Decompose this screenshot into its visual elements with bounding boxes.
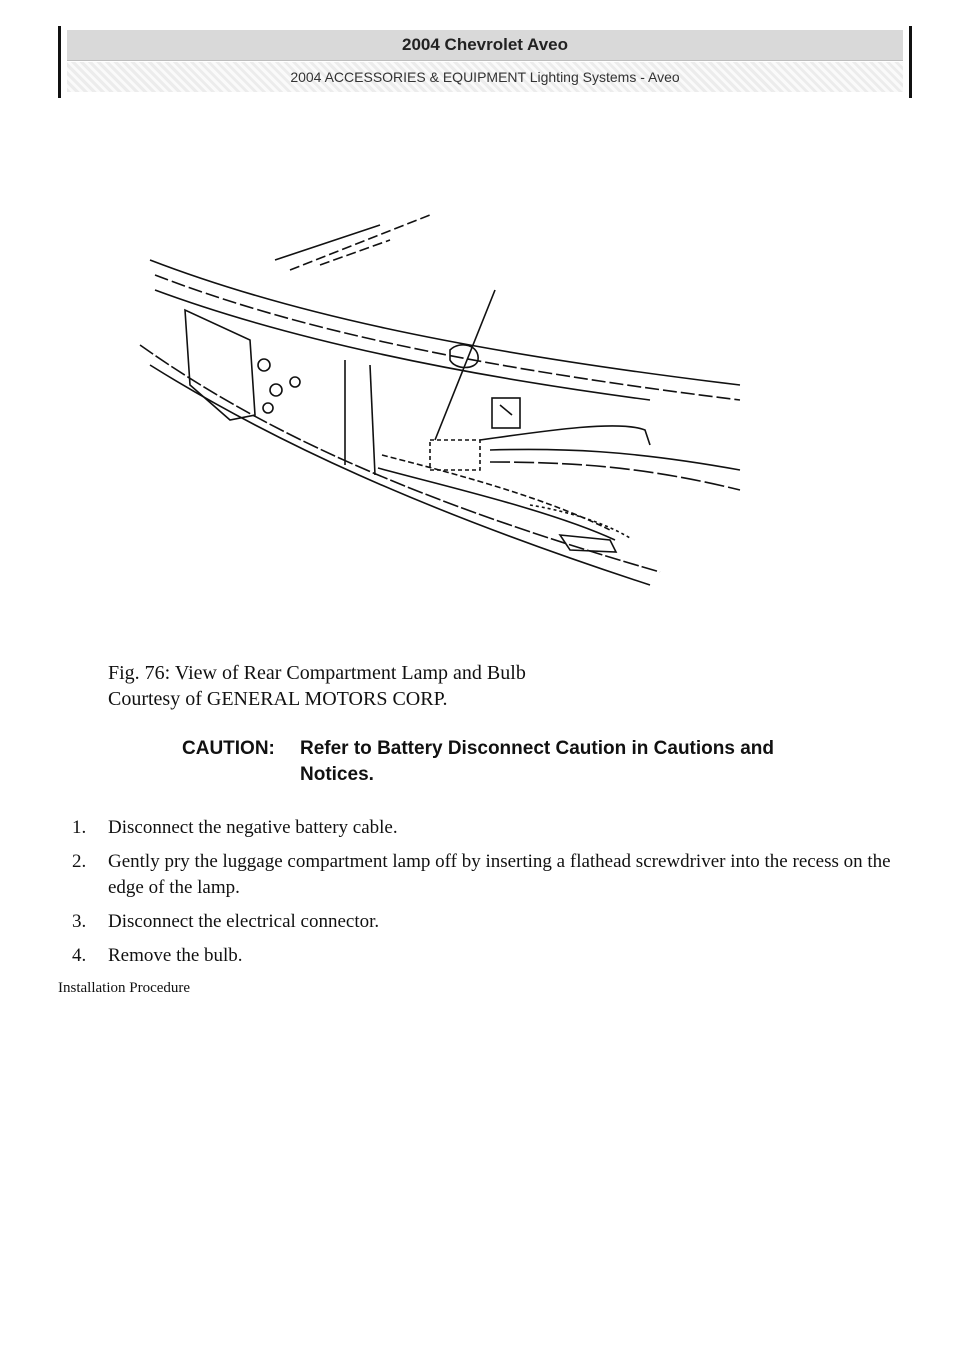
step-number: 1. [72,817,87,838]
step-text: Disconnect the negative battery cable. [108,817,398,838]
figure-caption-title: Fig. 76: View of Rear Compartment Lamp and Bulb [108,662,526,684]
step-item [72,815,902,841]
step-number: 2. [72,851,87,872]
removal-steps [72,815,902,977]
step-item [72,909,902,935]
caution-text-line1: Refer to Battery Disconnect Caution in Cautions and [300,738,774,759]
figure-caption-credit: Courtesy of GENERAL MOTORS CORP. [108,688,448,710]
step-text: Remove the bulb. [108,945,243,966]
document-subtitle: 2004 ACCESSORIES & EQUIPMENT Lighting Systems - Aveo [67,62,903,92]
step-text: Disconnect the electrical connector. [108,911,380,932]
document-title: 2004 Chevrolet Aveo [67,30,903,61]
caution-label: CAUTION: [182,738,275,759]
step-number: 3. [72,911,87,932]
installation-procedure-heading: Installation Procedure [58,980,191,996]
rear-compartment-lamp-illustration [130,200,770,590]
caution-note [182,736,882,788]
step-number: 4. [72,945,87,966]
step-text: Gently pry the luggage compartment lamp off by inserting a flathead screwdriver into the recess on the edge of the lamp. [108,851,891,898]
document-header [58,26,912,98]
figure-caption [108,660,526,712]
step-item [72,943,902,969]
caution-text-line2: Notices. [300,764,374,785]
step-item [72,849,902,901]
